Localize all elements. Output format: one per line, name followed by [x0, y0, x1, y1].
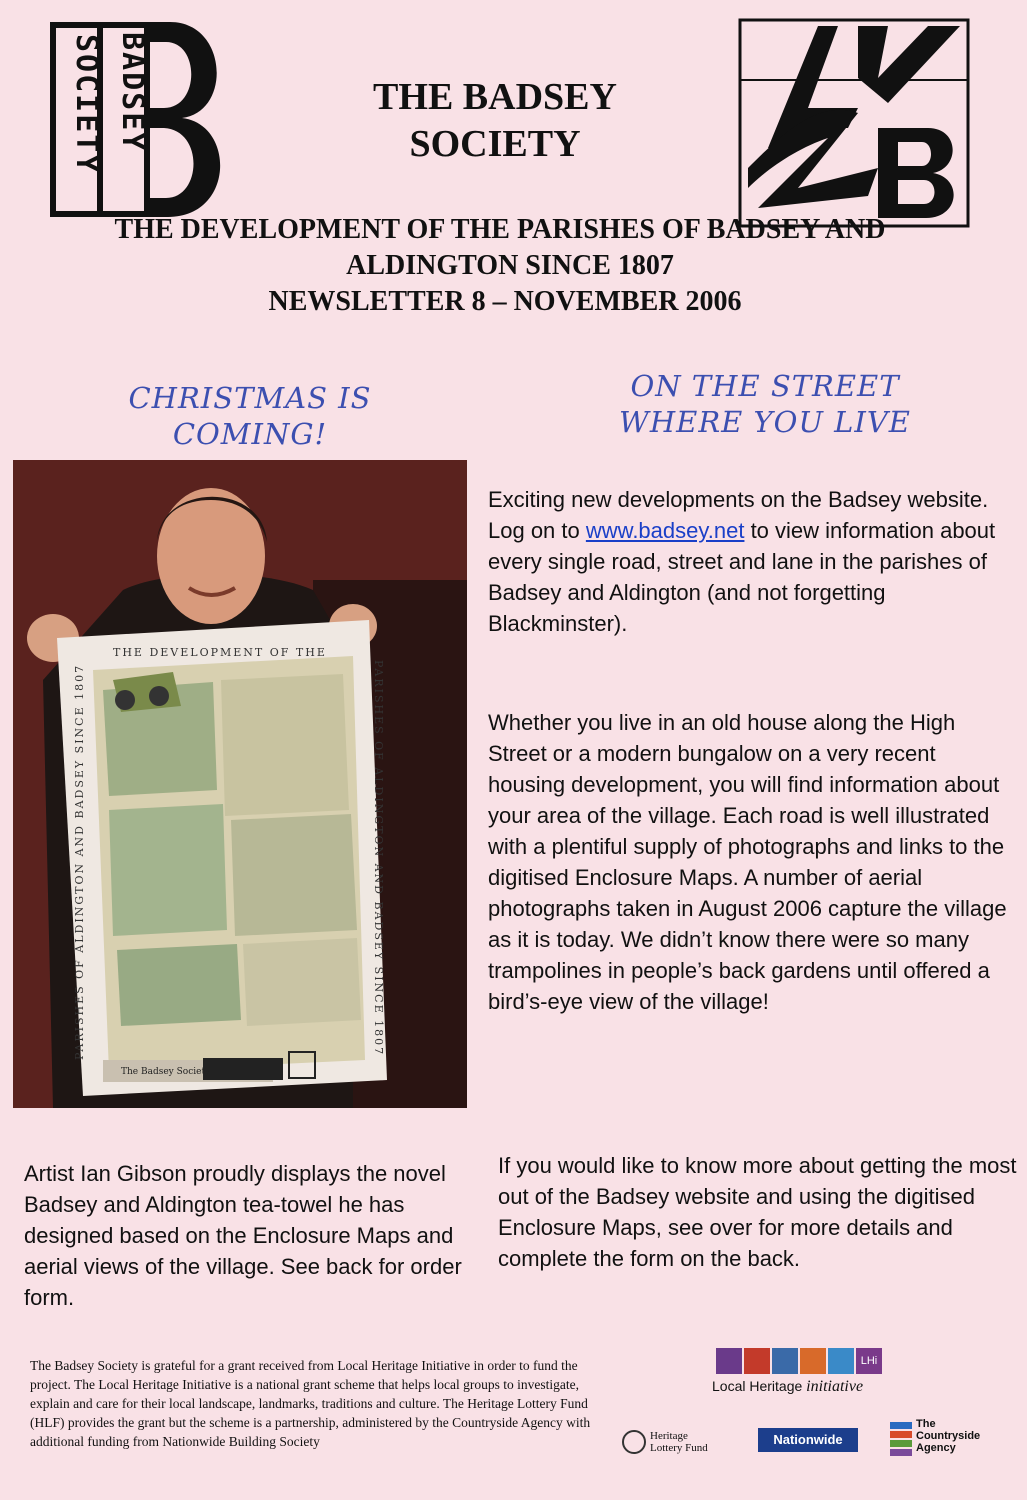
- ayb-logo: [738, 18, 970, 228]
- article-paragraph-3: If you would like to know more about getting the most out of the Badsey website and using the digitised Enclosure Maps, see over for more details and complete the form on the back.: [498, 1153, 1017, 1271]
- badsey-b-logo: [50, 22, 230, 217]
- towel-side-text-left: PARISHES OF ALDINGTON AND BADSEY SINCE 1807: [73, 663, 86, 1060]
- street-headline: ON THE STREET WHERE YOU LIVE: [619, 369, 911, 439]
- tea-towel-photo: [13, 460, 467, 1108]
- hlf-emblem-icon: [622, 1430, 646, 1454]
- lhi-square-icon: [772, 1348, 798, 1374]
- photo-illustration: [13, 460, 467, 1108]
- local-heritage-initiative-logo: [712, 1348, 912, 1404]
- society-title: THE BADSEY SOCIETY: [373, 76, 617, 165]
- photo-caption: Artist Ian Gibson proudly displays the novel Badsey and Aldington tea-towel he has designed based on the Enclosure Maps and aerial views of the village. See back for order form.: [24, 1161, 462, 1310]
- article-paragraph-1: Exciting new developments on the Badsey website. Log on to www.badsey.net to view information about every single road, street and lane in the parishes of Badsey and Aldington (and not forgetting Blackminster).: [488, 487, 996, 636]
- b-logo-text: SOCIETY: [69, 34, 104, 175]
- lhi-label: Local Heritage initiative: [712, 1378, 864, 1395]
- christmas-headline: CHRISTMAS IS COMING!: [128, 381, 372, 451]
- lhi-square-icon: [744, 1348, 770, 1374]
- lhi-square-icon: [716, 1348, 742, 1374]
- lhi-icon-strip: [716, 1348, 912, 1374]
- article-paragraph-2: Whether you live in an old house along the High Street or a modern bungalow on a very recent housing development, you will find information about your area of the village. Each road is well illustrated with a plentiful supply of photographs and links to the digitised Enclosure Maps. A number of aerial photographs taken in August 2006 capture the village as it is today. We didn’t know there were so many trampolines in people’s back gardens until offered a bird’s-eye view of the village!: [488, 710, 1007, 1014]
- towel-footer-text: The Badsey Society: [121, 1067, 211, 1077]
- lhi-square-icon: [800, 1348, 826, 1374]
- badsey-website-link[interactable]: www.badsey.net: [585, 518, 745, 543]
- heritage-lottery-fund-logo: Heritage Lottery Fund: [622, 1428, 732, 1462]
- main-heading: THE DEVELOPMENT OF THE PARISHES OF BADSEY AND ALDINGTON SINCE 1807 NEWSLETTER 8 – NOVEMBER 2006: [114, 214, 886, 317]
- towel-side-text-right: PARISHES OF ALDINGTON AND BADSEY SINCE 1807: [372, 660, 385, 1057]
- towel-header-text: THE DEVELOPMENT OF THE: [113, 646, 327, 659]
- svg-text:BADSEY: BADSEY: [115, 32, 150, 153]
- countryside-stripes-icon: [890, 1422, 912, 1456]
- lhi-badge: LHi: [856, 1348, 882, 1374]
- grant-acknowledgement: The Badsey Society is grateful for a grant received from Local Heritage Initiative in order to fund the project. The Local Heritage Initiative is a national grant scheme that helps local groups to investigate, explain and care for their local landscape, landmarks, traditions and culture. The Heritage Lottery Fund (HLF) provides the grant but the scheme is a partnership, administered by the Countryside Agency with additional funding from Nationwide Building Society: [30, 1358, 591, 1449]
- lhi-square-icon: [828, 1348, 854, 1374]
- countryside-agency-logo: The Countryside Agency: [890, 1418, 1000, 1462]
- nationwide-logo: Nationwide: [758, 1428, 858, 1452]
